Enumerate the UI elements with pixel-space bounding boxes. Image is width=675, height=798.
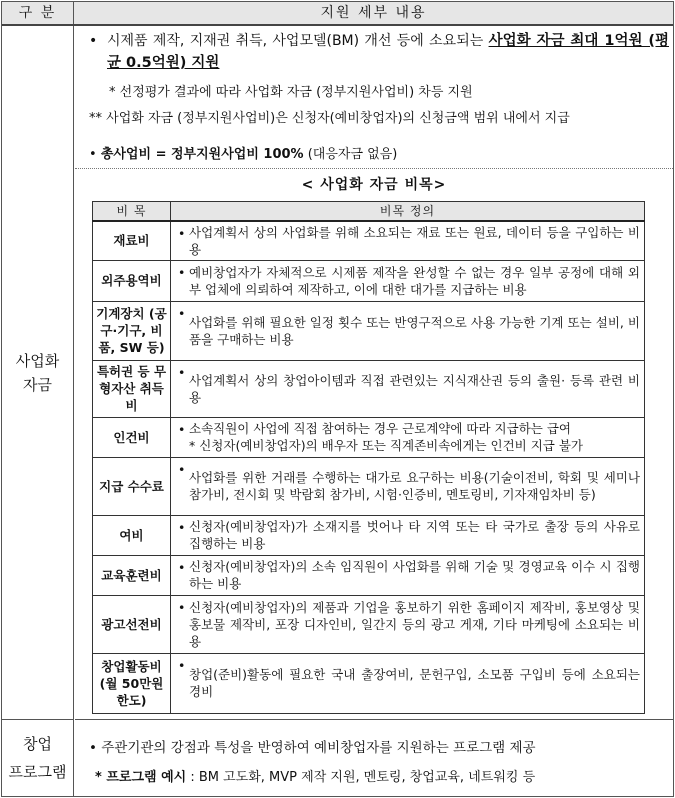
item-name: 여비 xyxy=(93,515,171,555)
dotted-divider xyxy=(75,168,673,169)
item-definition: • 신청자(예비창업자)가 소재지를 벗어나 타 지역 또는 타 국가로 출장 등의 사유로 집행하는 비용 xyxy=(171,515,645,555)
startup-program-content xyxy=(75,720,673,796)
col-header-definition: 비목 정의 xyxy=(171,202,645,221)
category-label-line1: 사업화 xyxy=(15,351,60,370)
program-bullet-text: 주관기관의 강점과 특성을 반영하여 예비창업자를 지원하는 프로그램 제공 xyxy=(101,740,536,756)
bullet-dot: • xyxy=(89,740,102,756)
item-name: 교육훈련비 xyxy=(93,555,171,595)
table-header-row xyxy=(2,2,673,26)
col-header-name: 비 목 xyxy=(93,202,171,221)
expense-table-header xyxy=(93,202,645,221)
item-name: 창업활동비 (월 50만원 한도) xyxy=(93,653,171,713)
table-row xyxy=(93,555,645,595)
item-definition: • 사업화를 위해 필요한 일정 횟수 또는 반영구적으로 사용 가능한 기계 또는 설비, 비품을 구매하는 비용 xyxy=(171,301,645,360)
category-business-funds xyxy=(2,26,74,720)
bullet-dot: • xyxy=(89,33,98,49)
total-cost-bullet xyxy=(89,143,397,162)
table-row xyxy=(93,221,645,261)
funding-bullet-text: 시제품 제작, 지재권 취득, 사업모델(BM) 개선 등에 소요되는 xyxy=(107,33,489,49)
program-bullet xyxy=(89,736,536,756)
program-example xyxy=(95,766,535,785)
table-row xyxy=(93,417,645,457)
program-example-label: * 프로그램 예시 xyxy=(95,770,187,785)
item-definition: • 신청자(예비창업자)의 제품과 기업을 홍보하기 위한 홈페이지 제작비, 홍보영상 및 홍보물 제작비, 포장 디자인비, 일간지 등의 광고 게재, 기타 마케팅에 소요되는 비용 xyxy=(171,595,645,653)
header-category: 구 분 xyxy=(2,2,74,24)
note-payment-range: ** 사업화 자금 (정부지원사업비)은 신청자(예비창업자)의 신청금액 범위 내에서 지급 xyxy=(89,111,570,126)
item-name: 특허권 등 무형자산 취득비 xyxy=(93,360,171,417)
item-name: 외주용역비 xyxy=(93,260,171,301)
expense-items-table xyxy=(92,201,645,714)
funding-bullet xyxy=(89,30,669,74)
expense-table-title: < 사업화 자금 비목> xyxy=(301,177,447,193)
table-row xyxy=(93,653,645,713)
table-row xyxy=(93,457,645,515)
item-definition: • 사업계획서 상의 창업아이템과 직접 관련있는 지식재산권 등의 출원· 등록 관련 비용 xyxy=(171,360,645,417)
item-definition: • 예비창업자가 자체적으로 시제품 제작을 완성할 수 없는 경우 일부 공정에 대해 외부 업체에 의뢰하여 제작하고, 이에 대한 대가를 지급하는 비용 xyxy=(171,260,645,301)
bullet-dot: • xyxy=(89,147,101,162)
business-funds-content xyxy=(75,26,673,720)
item-definition: • 사업계획서 상의 사업화를 위해 소요되는 재료 또는 원료, 데이터 등을 구입하는 비용 xyxy=(171,221,645,261)
table-row xyxy=(93,360,645,417)
category-label-line2: 프로그램 xyxy=(8,763,67,781)
item-name: 지급 수수료 xyxy=(93,457,171,515)
table-row xyxy=(93,595,645,653)
category-label-line2: 자금 xyxy=(23,375,52,394)
table-row xyxy=(93,515,645,555)
program-example-text: : BM 고도화, MVP 제작 지원, 멘토링, 창업교육, 네트워킹 등 xyxy=(186,770,536,785)
table-row xyxy=(93,260,645,301)
funding-highlight: 사업화 자금 최대 1억원 (평균 0.5억원) 지원 xyxy=(107,33,669,71)
item-name: 광고선전비 xyxy=(93,595,171,653)
support-details-table xyxy=(1,1,674,797)
header-detail: 지원 세부 내용 xyxy=(320,5,427,21)
item-definition: • 소속직원이 사업에 직접 참여하는 경우 근로계약에 따라 지급하는 급여 * 신청자(예비창업자)의 배우자 또는 직계존비속에게는 인건비 지급 불가 xyxy=(171,417,645,457)
item-note: * 신청자(예비창업자)의 배우자 또는 직계존비속에게는 인건비 지급 불가 xyxy=(189,438,583,453)
item-definition: • 창업(준비)활동에 필요한 국내 출장여비, 문헌구입, 소모품 구입비 등에 소요되는 경비 xyxy=(171,653,645,713)
table-row xyxy=(93,301,645,360)
item-name: 인건비 xyxy=(93,417,171,457)
total-cost-bold: 총사업비 = 정부지원사업비 100% xyxy=(100,147,304,162)
note-differential-support: * 선정평가 결과에 따라 사업화 자금 (정부지원사업비) 차등 지원 xyxy=(109,85,473,100)
item-name: 기계장치 (공구·기구, 비품, SW 등) xyxy=(93,301,171,360)
item-definition: • 사업화를 위한 거래를 수행하는 대가로 요구하는 비용(기술이전비, 학회 및 세미나 참가비, 전시회 및 박람회 참가비, 시험·인증비, 멘토링비, 기자재임차비 등) xyxy=(171,457,645,515)
item-definition: • 신청자(예비창업자)의 소속 임직원이 사업화를 위해 기술 및 경영교육 이수 시 집행하는 비용 xyxy=(171,555,645,595)
total-cost-rest: (대응자금 없음) xyxy=(303,147,398,162)
item-name: 재료비 xyxy=(93,221,171,261)
category-label-line1: 창업 xyxy=(23,735,52,753)
category-startup-program xyxy=(2,720,74,796)
